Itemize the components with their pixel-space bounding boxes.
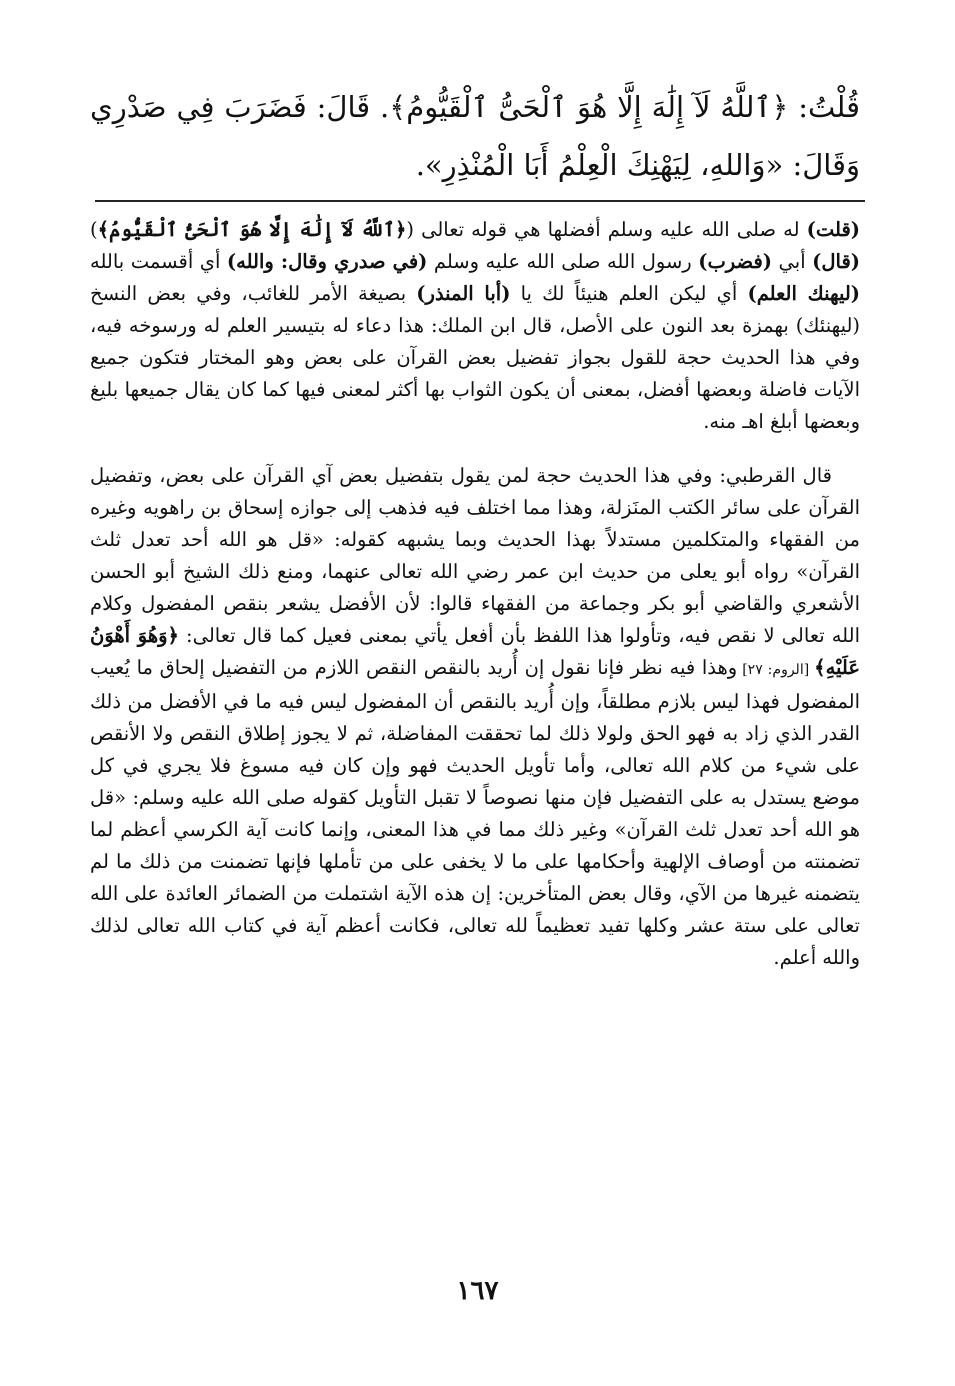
commentary-paragraph-2	[90, 460, 860, 974]
keyword-liyahnika: (ليهنك العلم)	[747, 282, 860, 305]
keyword-fadaraba: (فضرب)	[698, 250, 773, 273]
commentary	[90, 214, 860, 974]
commentary-text: )	[90, 218, 98, 241]
keyword-fi-sadri: (في صدري وقال: والله)	[226, 250, 428, 273]
keyword-aba-almundhir: (أبا المنذر)	[416, 282, 511, 305]
quran-verse: ﴿ٱللَّهُ لَآ إِلَٰهَ إِلَّا هُوَ ٱلْحَىُّ ٱلْقَيُّومُ﴾	[97, 218, 407, 241]
commentary-paragraph-1	[90, 214, 860, 438]
footnote-divider	[95, 200, 865, 202]
commentary-text: بصيغة الأمر للغائب، وفي بعض النسخ (ليهنئك) بهمزة بعد النون على الأصل، قال ابن الملك: هذا دعاء له بتيسير العلم له ورسوخه فيه، وفي هذا الحديث حجة للقول بجواز تفضيل بعض القرآن على بعض وهو المختار فتكون جميع الآيات فاضلة وبعضها أفضل، بمعنى أن يكون الثواب بها أكثر لمعنى فيها كما كان يقال جميعها بليغ وبعضها أبلغ اهـ منه.	[90, 282, 860, 433]
commentary-text: له صلى الله عليه وسلم أفضلها هي قوله تعالى (	[406, 218, 807, 241]
commentary-text: أي أقسمت بالله	[90, 250, 227, 273]
commentary-text: أي ليكن العلم هنيئاً لك يا	[510, 282, 748, 305]
keyword-qala: (قال)	[812, 250, 860, 273]
hadith-text: قُلْتُ: ﴿ٱللَّهُ لَآ إِلَٰهَ إِلَّا هُوَ ٱلْحَىُّ ٱلْقَيُّومُ﴾. قَالَ: فَضَرَبَ فِي صَدْرِي وَقَالَ: «وَاللهِ، لِيَهْنِكَ الْعِلْمُ أَبَا الْمُنْذِرِ».	[90, 90, 860, 182]
quran-verse: ﴿وَهُوَ أَهْوَنُ عَلَيْهِ﴾	[90, 624, 860, 679]
keyword-qultu: (قلت)	[806, 218, 860, 241]
commentary-text: رسول الله صلى الله عليه وسلم	[427, 250, 699, 273]
commentary-text: وهذا فيه نظر فإنا نقول إن أُريد بالنقص النقص اللازم من التفضيل إلحاق ما يُعيب المفضول فهذا ليس بلازم مطلقاً، وإن أُريد بالنقص أن المفضول ليس فيه ما في الأفضل من ذلك القدر الذي زاد به فهو الحق ولولا ذلك لما تحققت المفاضلة، ثم لا يجوز إطلاق النقص ولا الأنقص على شيء من كلام الله تعالى، وأما تأويل الحديث فهو وإن كان فيه مسوغ فلا يجري في كل موضع يستدل به على التفضيل فإن منها نصوصاً لا تقبل التأويل كقوله صلى الله عليه وسلم: «قل هو الله أحد تعدل ثلث القرآن» وغير ذلك مما في هذا المعنى، وإنما كانت آية الكرسي أعظم لما تضمنته من أوصاف الإلهية وأحكامها على ما لا يخفى على من تأملها فإنها تضمنت من ذلك ما لم يتضمنه غيرها من الآي، وقال بعض المتأخرين: إن هذه الآية اشتملت من الضمائر العائدة على الله تعالى على ستة عشر وكلها تفيد تعظيماً لله تعالى، فكانت أعظم آية في كتاب الله تعالى لذلك والله أعلم.	[90, 656, 860, 969]
commentary-text: أبي	[772, 250, 813, 273]
commentary-text: قال القرطبي: وفي هذا الحديث حجة لمن يقول بتفضيل بعض آي القرآن على بعض، وتفضيل القرآن على سائر الكتب المنَزلة، وهذا مما اختلف فيه فذهب إلى جوازه إسحاق بن راهويه وغيره من الفقهاء والمتكلمين مستدلاً بهذا الحديث وبما يشبهه كقوله: «قل هو الله أحد تعدل ثلث القرآن» رواه أبو يعلى من حديث ابن عمر رضي الله تعالى عنهما، ومنع ذلك الشيخ أبو الحسن الأشعري والقاضي أبو بكر وجماعة من الفقهاء قالوا: لأن الأفضل يشعر بنقص المفضول وكلام الله تعالى لا نقص فيه، وتأولوا هذا اللفظ بأن أفعل يأتي بمعنى فعيل كما قال تعالى:	[90, 464, 860, 647]
verse-reference: [الروم: ٢٧]	[737, 662, 815, 678]
page-number: ١٦٧	[456, 1276, 499, 1306]
